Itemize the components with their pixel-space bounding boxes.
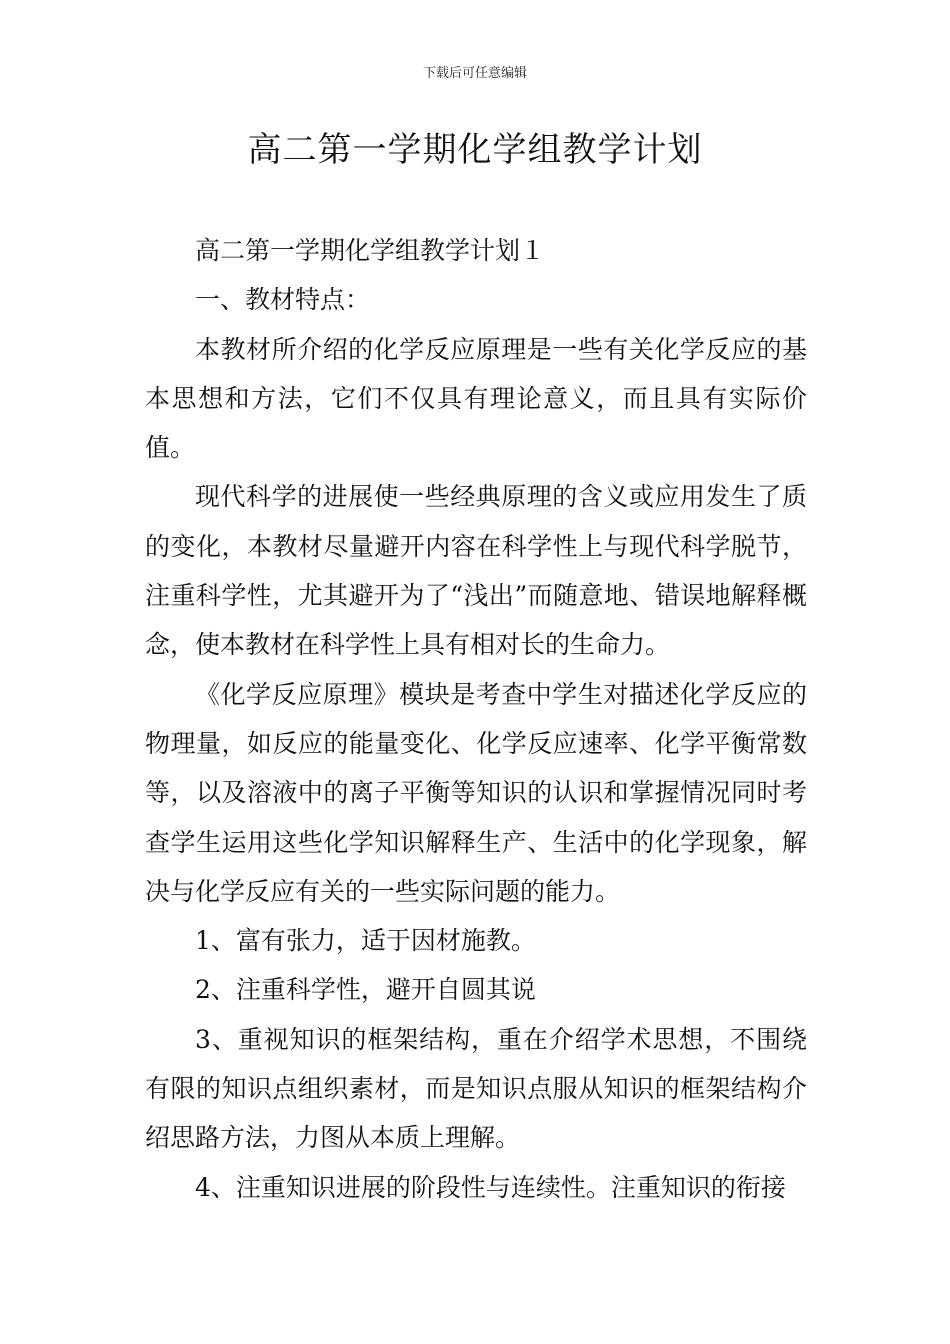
paragraph: 现代科学的进展使一些经典原理的含义或应用发生了质的变化，本教材尽量避开内容在科学性上与现代科学脱节，注重科学性，尤其避开为了“浅出”而随意地、错误地解释概念，使本教材在科学性上具有相对长的生命力。 <box>145 482 807 660</box>
paragraph-subtitle: 高二第一学期化学组教学计划１ <box>195 236 546 265</box>
document-title: 高二第一学期化学组教学计划 <box>247 130 703 170</box>
paragraph: 《化学反应原理》模块是考查中学生对描述化学反应的物理量，如反应的能量变化、化学反应速率、化学平衡常数等，以及溶液中的离子平衡等知识的认识和掌握情况同时考查学生运用这些化学知识解释生产、生活中的化学现象，解决与化学反应有关的一些实际问题的能力。 <box>145 679 807 906</box>
paragraph-section-heading: 一、教材特点： <box>195 285 371 315</box>
list-item: 3、重视知识的框架结构，重在介绍学术思想，不围绕有限的知识点组织素材，而是知识点服从知识的框架结构介绍思路方法，力图从本质上理解。 <box>145 1024 807 1153</box>
list-item: 2、注重科学性，避开自圆其说 <box>195 975 536 1005</box>
list-item: 4、注重知识进展的阶段性与连续性。注重知识的衔接 <box>195 1172 786 1202</box>
document-body <box>145 226 807 1212</box>
paragraph: 本教材所介绍的化学反应原理是一些有关化学反应的基本思想和方法，它们不仅具有理论意义，而且具有实际价值。 <box>145 334 807 463</box>
list-item: 1、富有张力，适于因材施教。 <box>195 926 536 956</box>
header-note: 下载后可任意编辑 <box>422 66 527 81</box>
